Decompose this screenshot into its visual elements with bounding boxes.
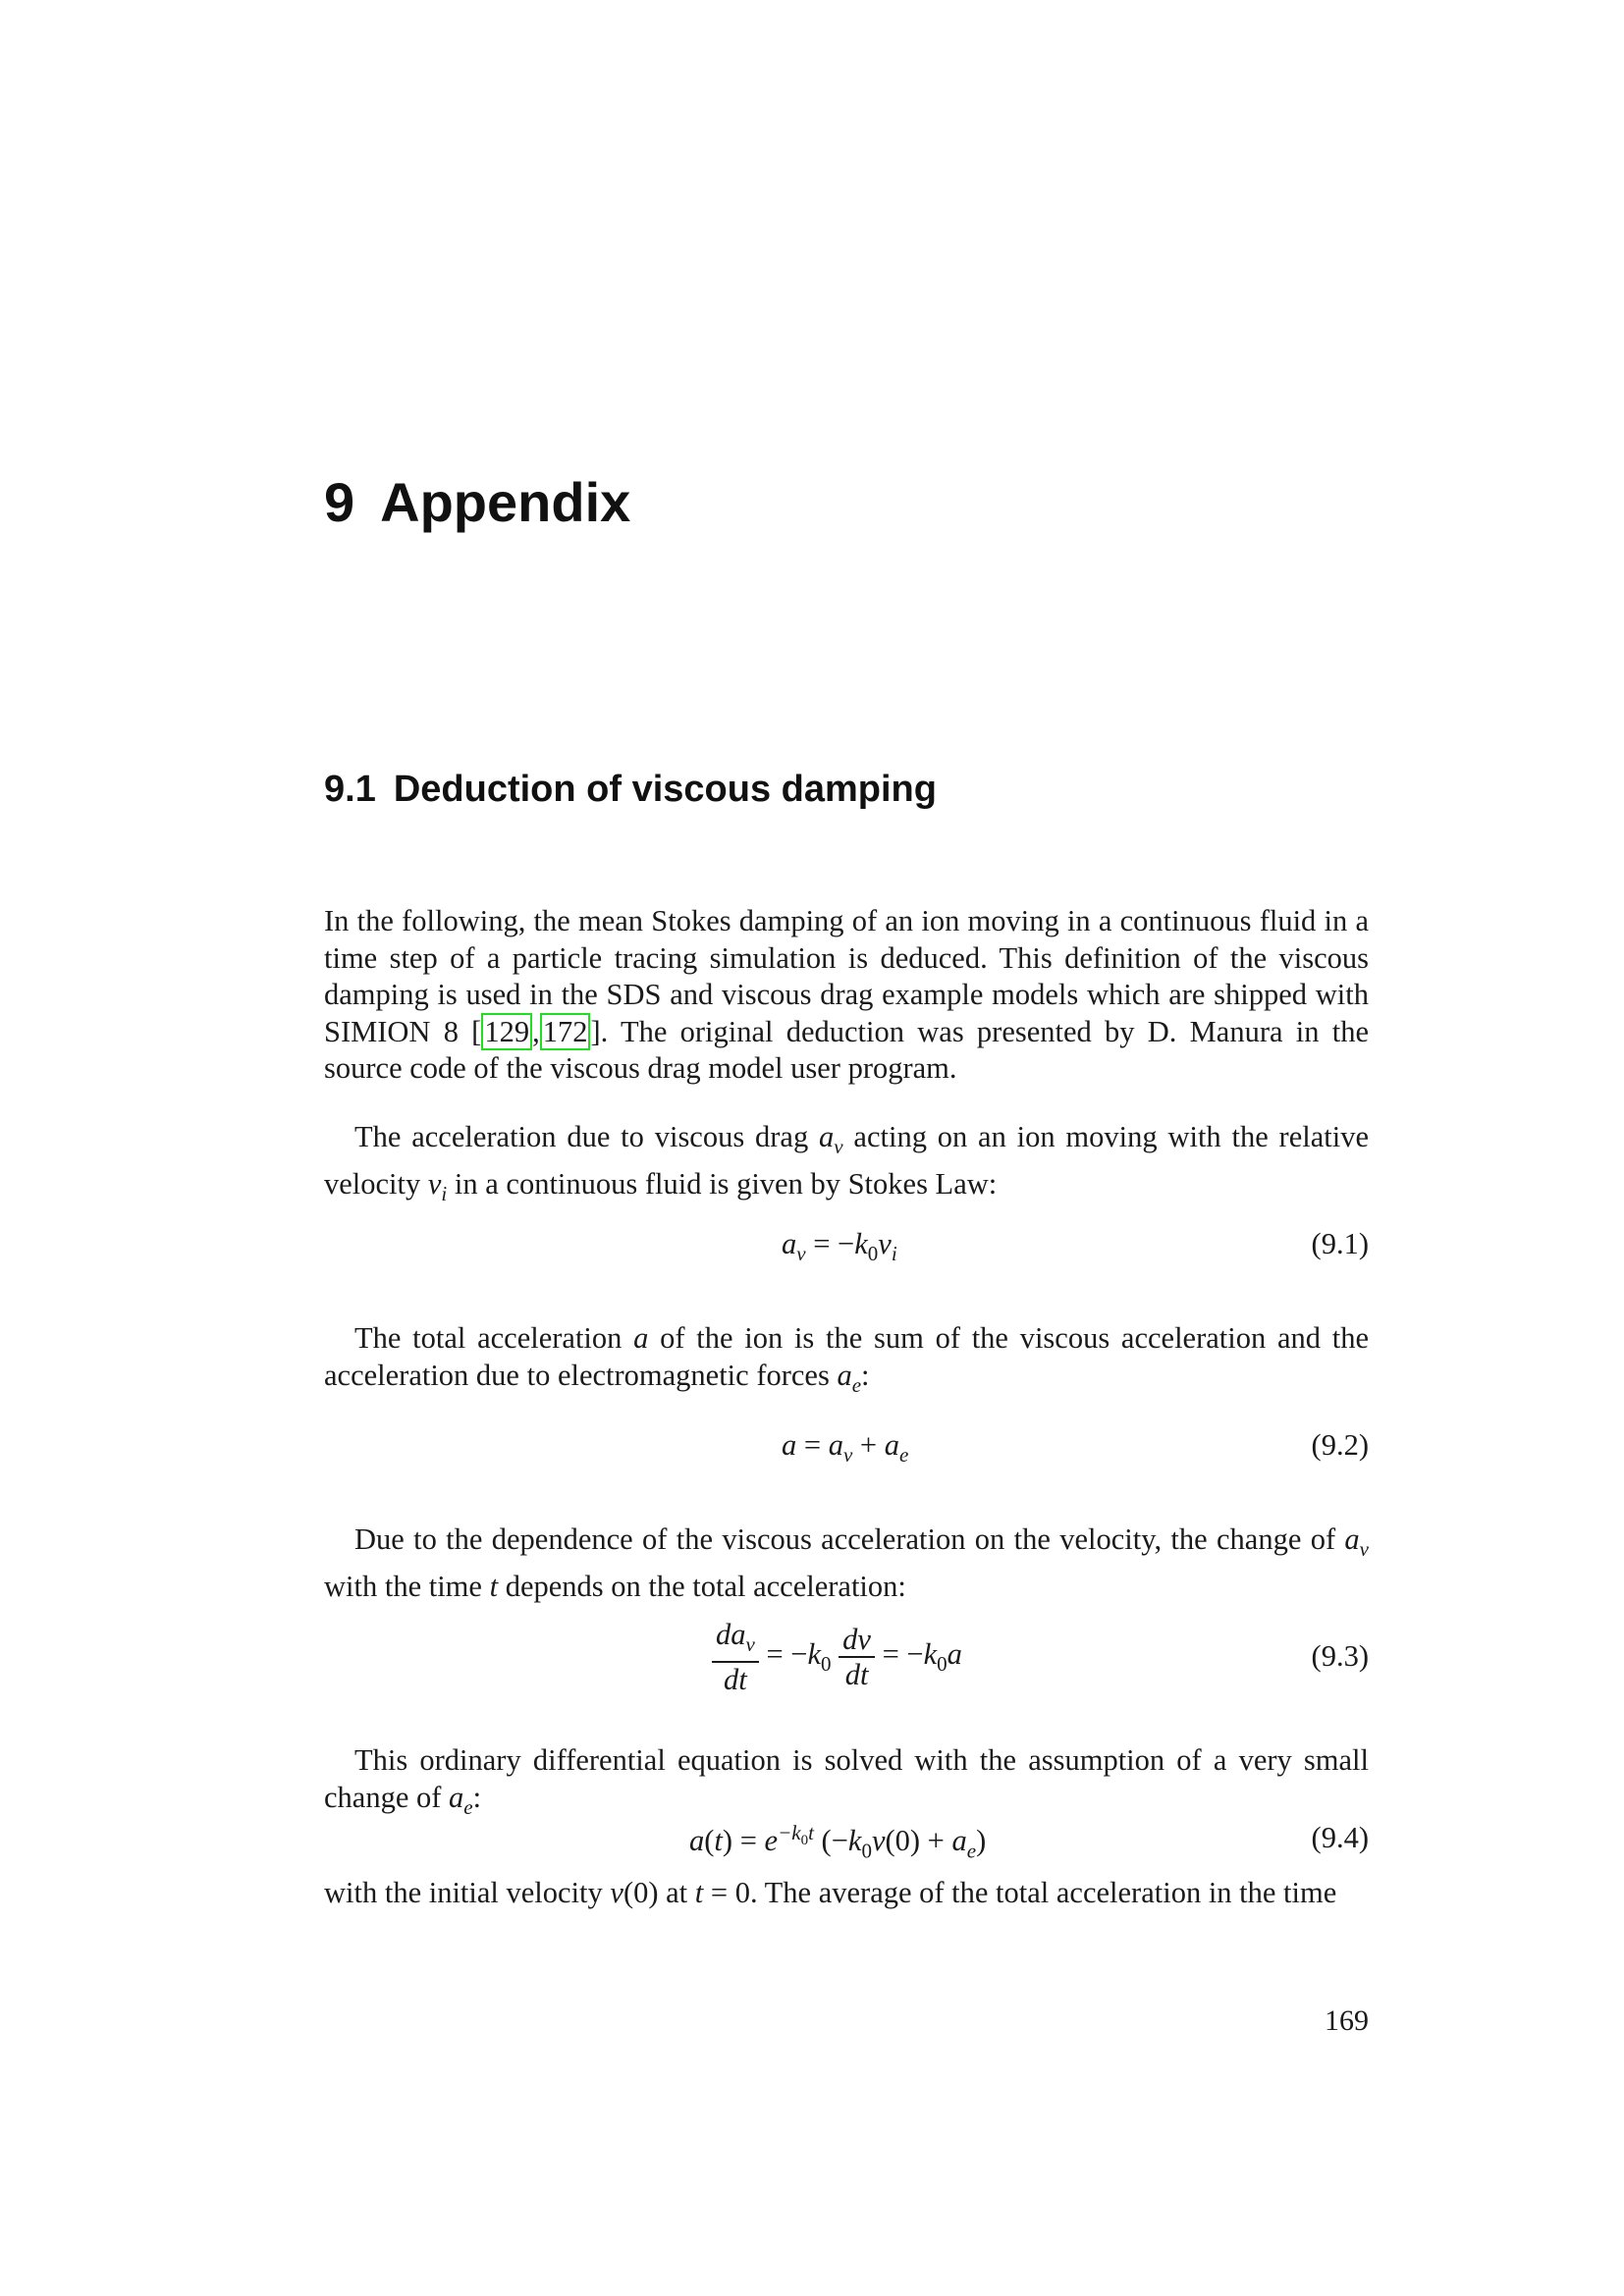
paragraph-text: at (658, 1876, 695, 1909)
paragraph-text: of the ion is the sum of the viscous acceleration and the acceleration due to electromagnetic forces (324, 1321, 1369, 1392)
math-inline: $a_v$ (819, 1120, 843, 1159)
math-inline: v(0) (610, 1876, 659, 1909)
paragraph-text: Due to the dependence of the viscous acceleration on the velocity, the change of (354, 1522, 1345, 1556)
section-title: Deduction of viscous damping (393, 769, 937, 810)
equation-body: $\frac{da_v}{dt}$ = $-k_0$ $\frac{dv}{dt}$ = $-k_0a$ (712, 1618, 962, 1696)
paragraph-ode (324, 1742, 1369, 1826)
equation-body: $a_v = -k_0v_i$ (782, 1227, 897, 1266)
paragraph-text: : (472, 1780, 482, 1814)
math-inline: $v_i$ (427, 1166, 448, 1205)
paragraph-text: . The average of the total acceleration in the time (749, 1876, 1337, 1909)
paragraph-text: The total acceleration (354, 1321, 634, 1355)
equation-9-3 (324, 1618, 1369, 1696)
citation-separator: , (532, 1014, 540, 1048)
paragraph-text: The acceleration due to viscous drag (354, 1120, 820, 1153)
math-inline: $a_e$ (449, 1780, 473, 1819)
math-inline: t (489, 1569, 499, 1603)
chapter-heading (324, 473, 630, 532)
paragraph-text: acting on an ion moving with the relative velocity (324, 1120, 1369, 1201)
equation-number: (9.1) (1311, 1227, 1369, 1260)
paragraph-text: with the initial velocity (324, 1876, 611, 1909)
paragraph-text: This ordinary differential equation is solved with the assumption of a very small change of (324, 1743, 1369, 1814)
equation-body: $a = a_v + a_e$ (782, 1428, 909, 1468)
paragraph-text: In the following, the mean Stokes damping of an ion moving in a continuous fluid in a time step of a particle tracing simulation is deduced. This definition of the viscous damping is used in the SDS and viscous drag example models which are shipped with SIMION 8 [ (324, 904, 1369, 1048)
paragraph-text: : (861, 1358, 870, 1392)
paragraph-text: ]. The original deduction was presented by D. Manura in the source code of the viscous drag model user program. (324, 1014, 1370, 1085)
citation-link-172[interactable]: 172 (540, 1013, 591, 1050)
chapter-title: Appendix (380, 471, 631, 533)
equation-number: (9.4) (1311, 1821, 1369, 1854)
paragraph-stokes-law (324, 1119, 1369, 1212)
equation-number: (9.3) (1311, 1639, 1369, 1673)
paragraph-initial-velocity (324, 1875, 1369, 1912)
section-number: 9.1 (324, 769, 376, 810)
math-inline: t = 0 (694, 1876, 750, 1909)
equation-9-4 (324, 1821, 1369, 1864)
paragraph-text: depends on the total acceleration: (498, 1569, 906, 1603)
equation-number: (9.2) (1311, 1428, 1369, 1462)
chapter-number: 9 (324, 471, 355, 533)
math-inline: $a_v$ (1344, 1522, 1369, 1562)
equation-9-2 (324, 1428, 1369, 1471)
section-heading (324, 768, 937, 811)
math-inline: a (633, 1321, 649, 1355)
citation-link-129[interactable]: 129 (481, 1013, 532, 1050)
equation-body: $a(t) = e^{-k_0t}$ $(-k_0v(0) + a_e)$ (689, 1821, 987, 1863)
paragraph-intro (324, 903, 1369, 1088)
paragraph-total-acceleration (324, 1320, 1369, 1404)
page-number: 169 (1325, 2004, 1369, 2037)
paragraph-change-of-av (324, 1522, 1369, 1605)
paragraph-text: with the time (324, 1569, 490, 1603)
paragraph-text: in a continuous fluid is given by Stokes Law: (447, 1166, 998, 1201)
equation-9-1 (324, 1227, 1369, 1270)
math-inline: $a_e$ (837, 1358, 862, 1397)
